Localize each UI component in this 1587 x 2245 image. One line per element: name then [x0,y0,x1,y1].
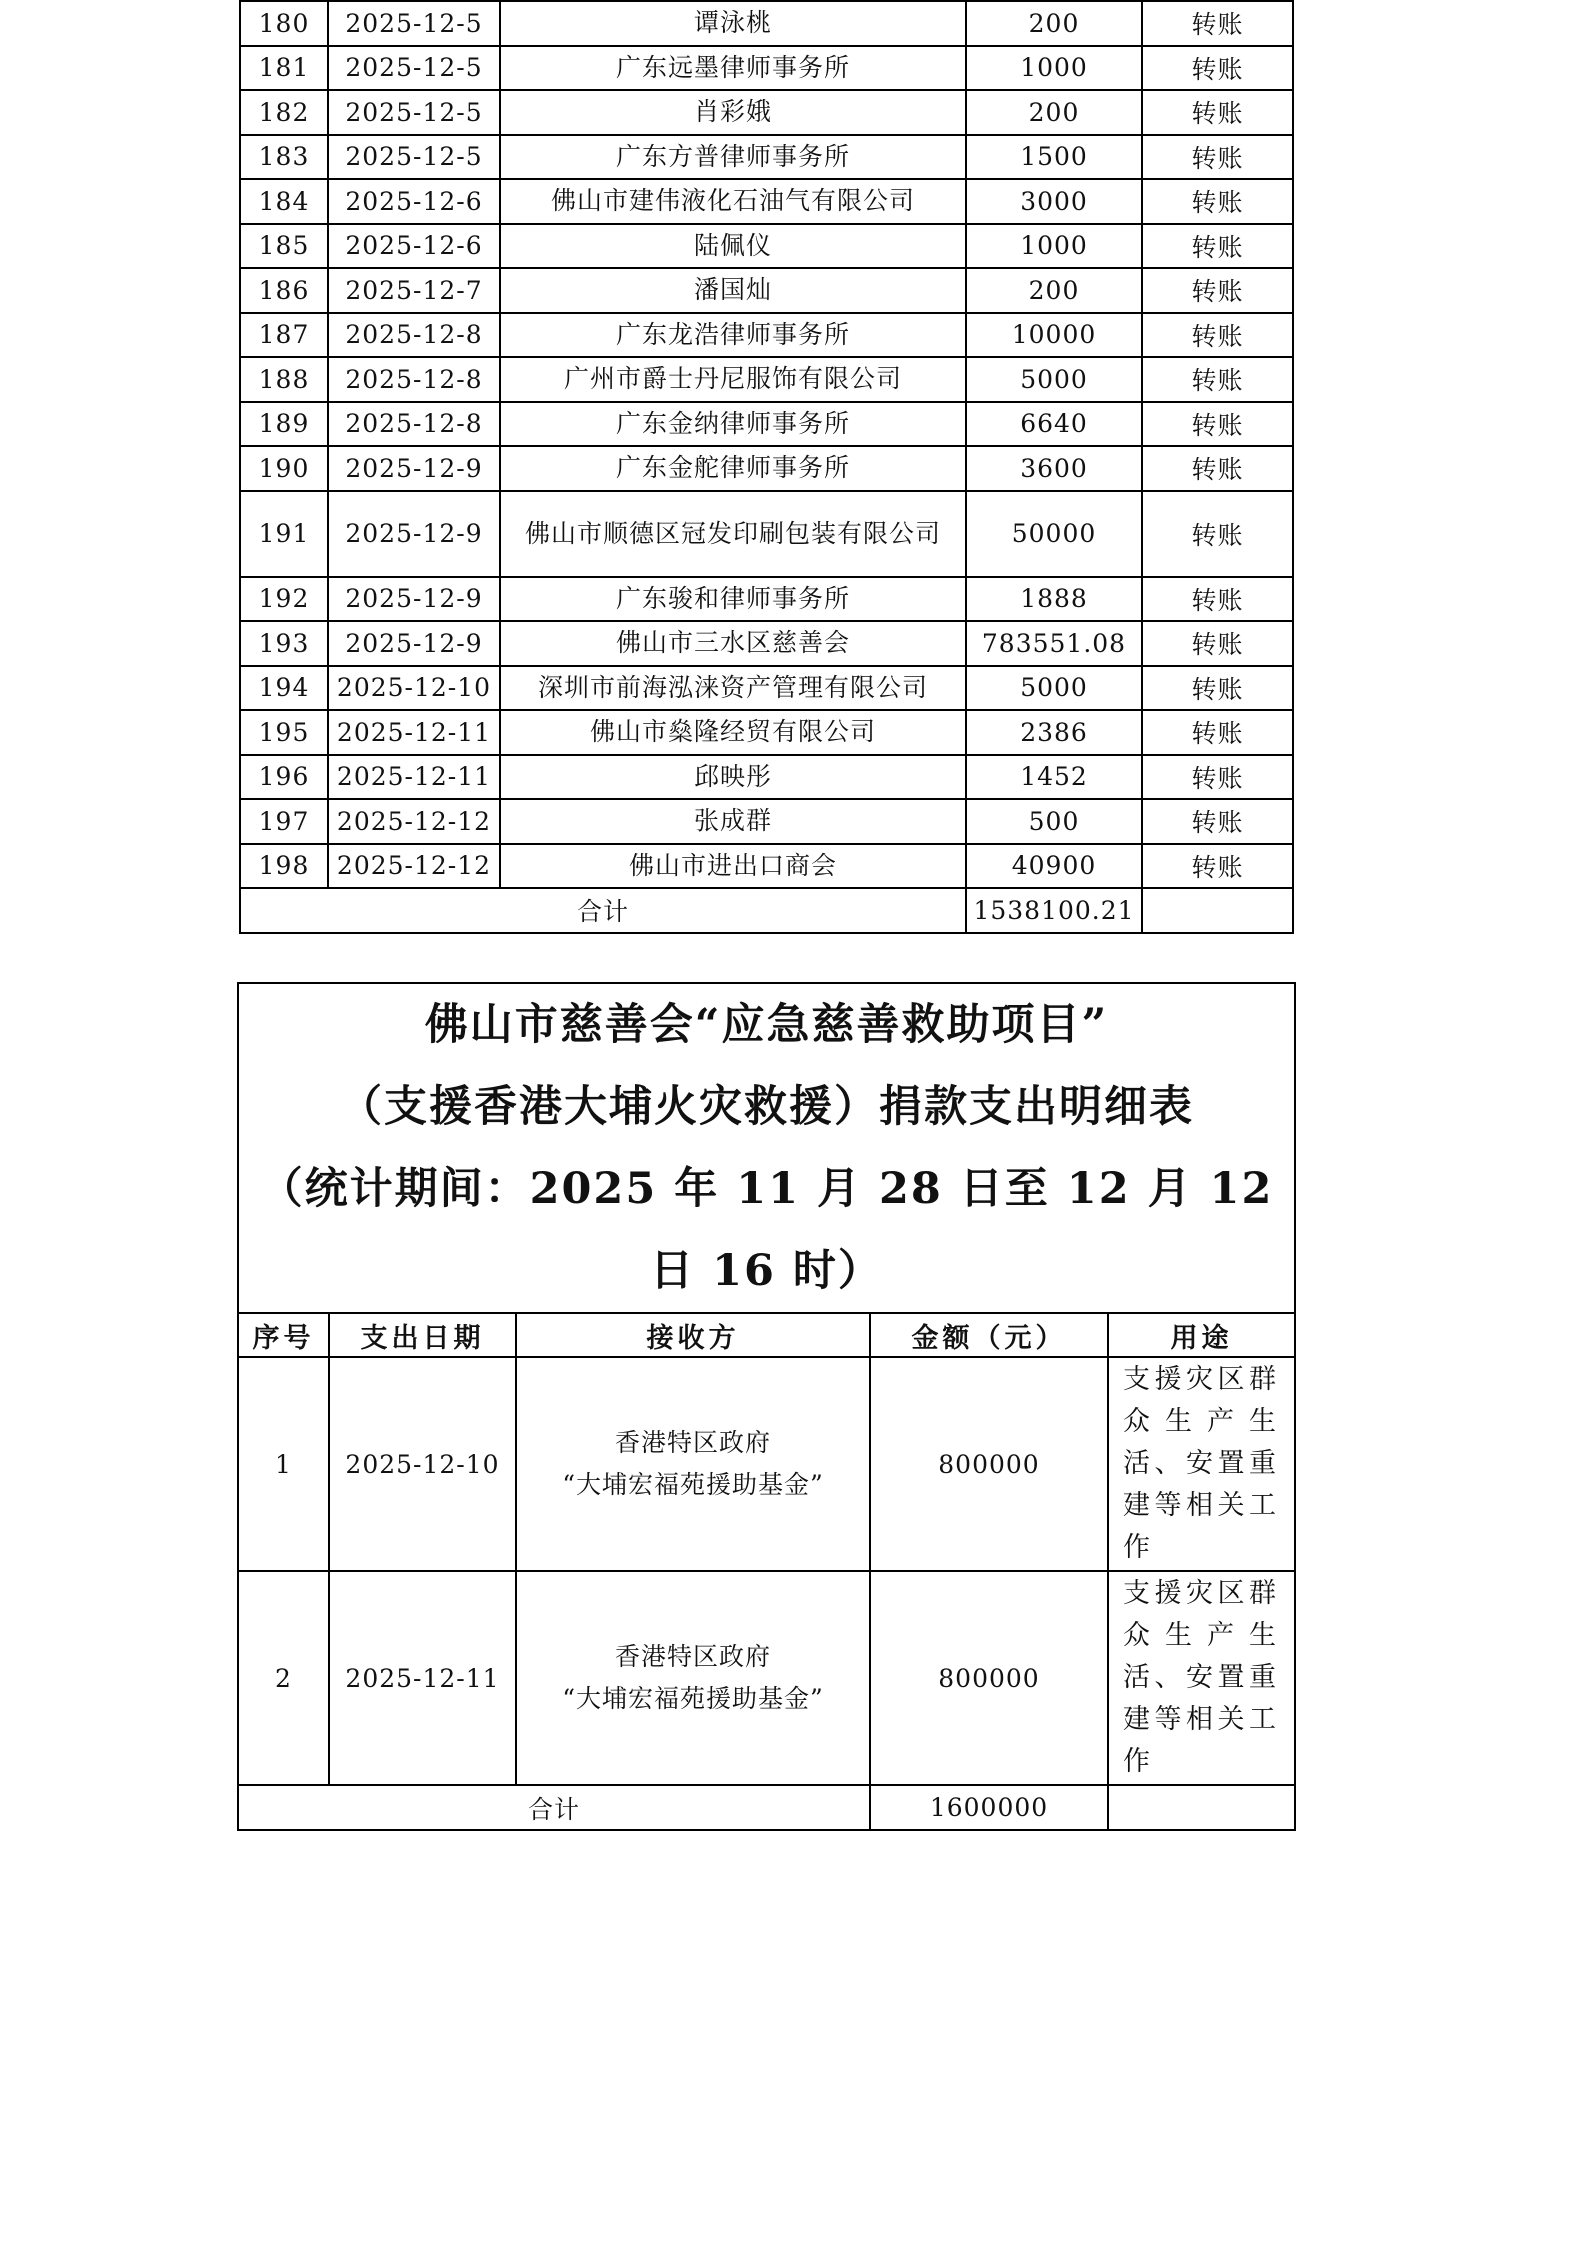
expense-date: 2025-12-11 [329,1571,516,1785]
donation-row [240,621,1293,666]
donation-donor: 佛山市燊隆经贸有限公司 [500,710,966,755]
donation-donor: 广东龙浩律师事务所 [500,313,966,358]
expense-title-block [238,983,1295,1313]
donation-amount: 1500 [966,135,1142,180]
header-recipient: 接收方 [516,1313,870,1357]
donation-no: 187 [240,313,328,358]
donation-amount: 783551.08 [966,621,1142,666]
donation-amount: 10000 [966,313,1142,358]
donation-donor: 佛山市进出口商会 [500,844,966,889]
donation-no: 196 [240,755,328,800]
donation-row [240,755,1293,800]
donation-date: 2025-12-12 [328,799,500,844]
donation-no: 184 [240,179,328,224]
donation-donor: 广东远墨律师事务所 [500,46,966,91]
donation-donor: 邱映彤 [500,755,966,800]
donation-no: 197 [240,799,328,844]
donation-date: 2025-12-7 [328,268,500,313]
donation-method: 转账 [1142,224,1293,269]
donation-amount: 50000 [966,491,1142,577]
donation-method: 转账 [1142,1,1293,46]
donation-method: 转账 [1142,135,1293,180]
donation-date: 2025-12-5 [328,1,500,46]
donation-amount: 2386 [966,710,1142,755]
expense-amount: 800000 [870,1357,1108,1571]
donation-amount: 3600 [966,446,1142,491]
donation-row [240,179,1293,224]
donation-no: 189 [240,402,328,447]
donation-row [240,799,1293,844]
donation-row [240,844,1293,889]
donation-row [240,135,1293,180]
donation-method: 转账 [1142,577,1293,622]
recipient-line1: 香港特区政府 [614,1428,771,1457]
donation-no: 183 [240,135,328,180]
donation-row [240,491,1293,577]
donation-amount: 1452 [966,755,1142,800]
expense-purpose: 支援灾区群众生产生活、安置重建等相关工作 [1108,1357,1295,1571]
donation-total-amount: 1538100.21 [966,888,1142,933]
expense-total-label: 合计 [238,1785,870,1830]
donation-method: 转账 [1142,313,1293,358]
donation-amount: 40900 [966,844,1142,889]
donation-donor: 肖彩娥 [500,90,966,135]
donation-method: 转账 [1142,268,1293,313]
expense-purpose: 支援灾区群众生产生活、安置重建等相关工作 [1108,1571,1295,1785]
donation-amount: 200 [966,90,1142,135]
expense-recipient [516,1571,870,1785]
donation-method: 转账 [1142,446,1293,491]
donation-amount: 1888 [966,577,1142,622]
header-amount: 金额（元） [870,1313,1108,1357]
recipient-line2: “大埔宏福苑援助基金” [562,1684,824,1713]
donation-table-body [240,1,1293,888]
donation-date: 2025-12-11 [328,755,500,800]
header-purpose: 用途 [1108,1313,1295,1357]
expense-row [238,1357,1295,1571]
donation-amount: 200 [966,268,1142,313]
donation-row [240,402,1293,447]
donation-method: 转账 [1142,46,1293,91]
donation-no: 198 [240,844,328,889]
donation-donor: 陆佩仪 [500,224,966,269]
donation-amount: 3000 [966,179,1142,224]
recipient-line1: 香港特区政府 [614,1642,771,1671]
expense-total-amount: 1600000 [870,1785,1108,1830]
donation-date: 2025-12-9 [328,446,500,491]
donation-method: 转账 [1142,799,1293,844]
donation-date: 2025-12-8 [328,313,500,358]
donation-date: 2025-12-12 [328,844,500,889]
expense-total-empty [1108,1785,1295,1830]
donation-row [240,710,1293,755]
donation-amount: 1000 [966,46,1142,91]
donation-donor: 广东金舵律师事务所 [500,446,966,491]
expense-recipient [516,1357,870,1571]
donation-method: 转账 [1142,710,1293,755]
expense-no: 2 [238,1571,329,1785]
donation-no: 186 [240,268,328,313]
donation-no: 192 [240,577,328,622]
expense-row [238,1571,1295,1785]
expense-amount: 800000 [870,1571,1108,1785]
donation-amount: 500 [966,799,1142,844]
donation-total-label: 合计 [240,888,966,933]
donation-donor: 佛山市三水区慈善会 [500,621,966,666]
donation-date: 2025-12-5 [328,46,500,91]
donation-method: 转账 [1142,402,1293,447]
donation-date: 2025-12-5 [328,90,500,135]
donation-method: 转账 [1142,179,1293,224]
donation-row [240,1,1293,46]
donation-donor: 佛山市顺德区冠发印刷包装有限公司 [500,491,966,577]
expense-header-row [238,1313,1295,1357]
donation-donor: 广东方普律师事务所 [500,135,966,180]
donation-no: 181 [240,46,328,91]
donation-row [240,446,1293,491]
donation-row [240,90,1293,135]
donation-method: 转账 [1142,844,1293,889]
donation-row [240,268,1293,313]
donation-no: 193 [240,621,328,666]
donation-method: 转账 [1142,755,1293,800]
donation-date: 2025-12-6 [328,224,500,269]
donation-row [240,577,1293,622]
header-date: 支出日期 [329,1313,516,1357]
donation-row [240,313,1293,358]
donation-row [240,46,1293,91]
donation-no: 188 [240,357,328,402]
donation-method: 转账 [1142,491,1293,577]
donation-no: 182 [240,90,328,135]
donation-total-empty [1142,888,1293,933]
donation-total-row [240,888,1293,933]
donation-date: 2025-12-9 [328,491,500,577]
donation-method: 转账 [1142,357,1293,402]
donation-amount: 200 [966,1,1142,46]
donation-amount: 1000 [966,224,1142,269]
donation-date: 2025-12-5 [328,135,500,180]
recipient-line2: “大埔宏福苑援助基金” [562,1470,824,1499]
donation-table [239,0,1294,934]
donation-no: 185 [240,224,328,269]
donation-row [240,357,1293,402]
donation-no: 190 [240,446,328,491]
donation-date: 2025-12-10 [328,666,500,711]
donation-no: 195 [240,710,328,755]
donation-date: 2025-12-9 [328,577,500,622]
donation-row [240,666,1293,711]
donation-date: 2025-12-9 [328,621,500,666]
expense-date: 2025-12-10 [329,1357,516,1571]
expense-title-line2: （支援香港大埔火灾救援）捐款支出明细表 [339,1082,1194,1132]
donation-method: 转账 [1142,666,1293,711]
donation-donor: 张成群 [500,799,966,844]
expense-table [237,982,1296,1831]
expense-title-line1: 佛山市慈善会“应急慈善救助项目” [424,1000,1109,1050]
donation-method: 转账 [1142,90,1293,135]
expense-title-line3: （统计期间：2025 年 11 月 28 日至 12 月 12 日 16 时） [259,1164,1274,1296]
donation-method: 转账 [1142,621,1293,666]
donation-date: 2025-12-8 [328,357,500,402]
donation-donor: 广东骏和律师事务所 [500,577,966,622]
donation-donor: 潘国灿 [500,268,966,313]
expense-no: 1 [238,1357,329,1571]
donation-amount: 5000 [966,357,1142,402]
donation-no: 194 [240,666,328,711]
donation-donor: 佛山市建伟液化石油气有限公司 [500,179,966,224]
donation-amount: 5000 [966,666,1142,711]
donation-donor: 谭泳桃 [500,1,966,46]
donation-date: 2025-12-8 [328,402,500,447]
donation-date: 2025-12-11 [328,710,500,755]
donation-row [240,224,1293,269]
donation-donor: 广东金纳律师事务所 [500,402,966,447]
donation-donor: 广州市爵士丹尼服饰有限公司 [500,357,966,402]
donation-no: 180 [240,1,328,46]
expense-total-row [238,1785,1295,1830]
header-no: 序号 [238,1313,329,1357]
donation-amount: 6640 [966,402,1142,447]
donation-no: 191 [240,491,328,577]
donation-date: 2025-12-6 [328,179,500,224]
donation-donor: 深圳市前海泓涞资产管理有限公司 [500,666,966,711]
